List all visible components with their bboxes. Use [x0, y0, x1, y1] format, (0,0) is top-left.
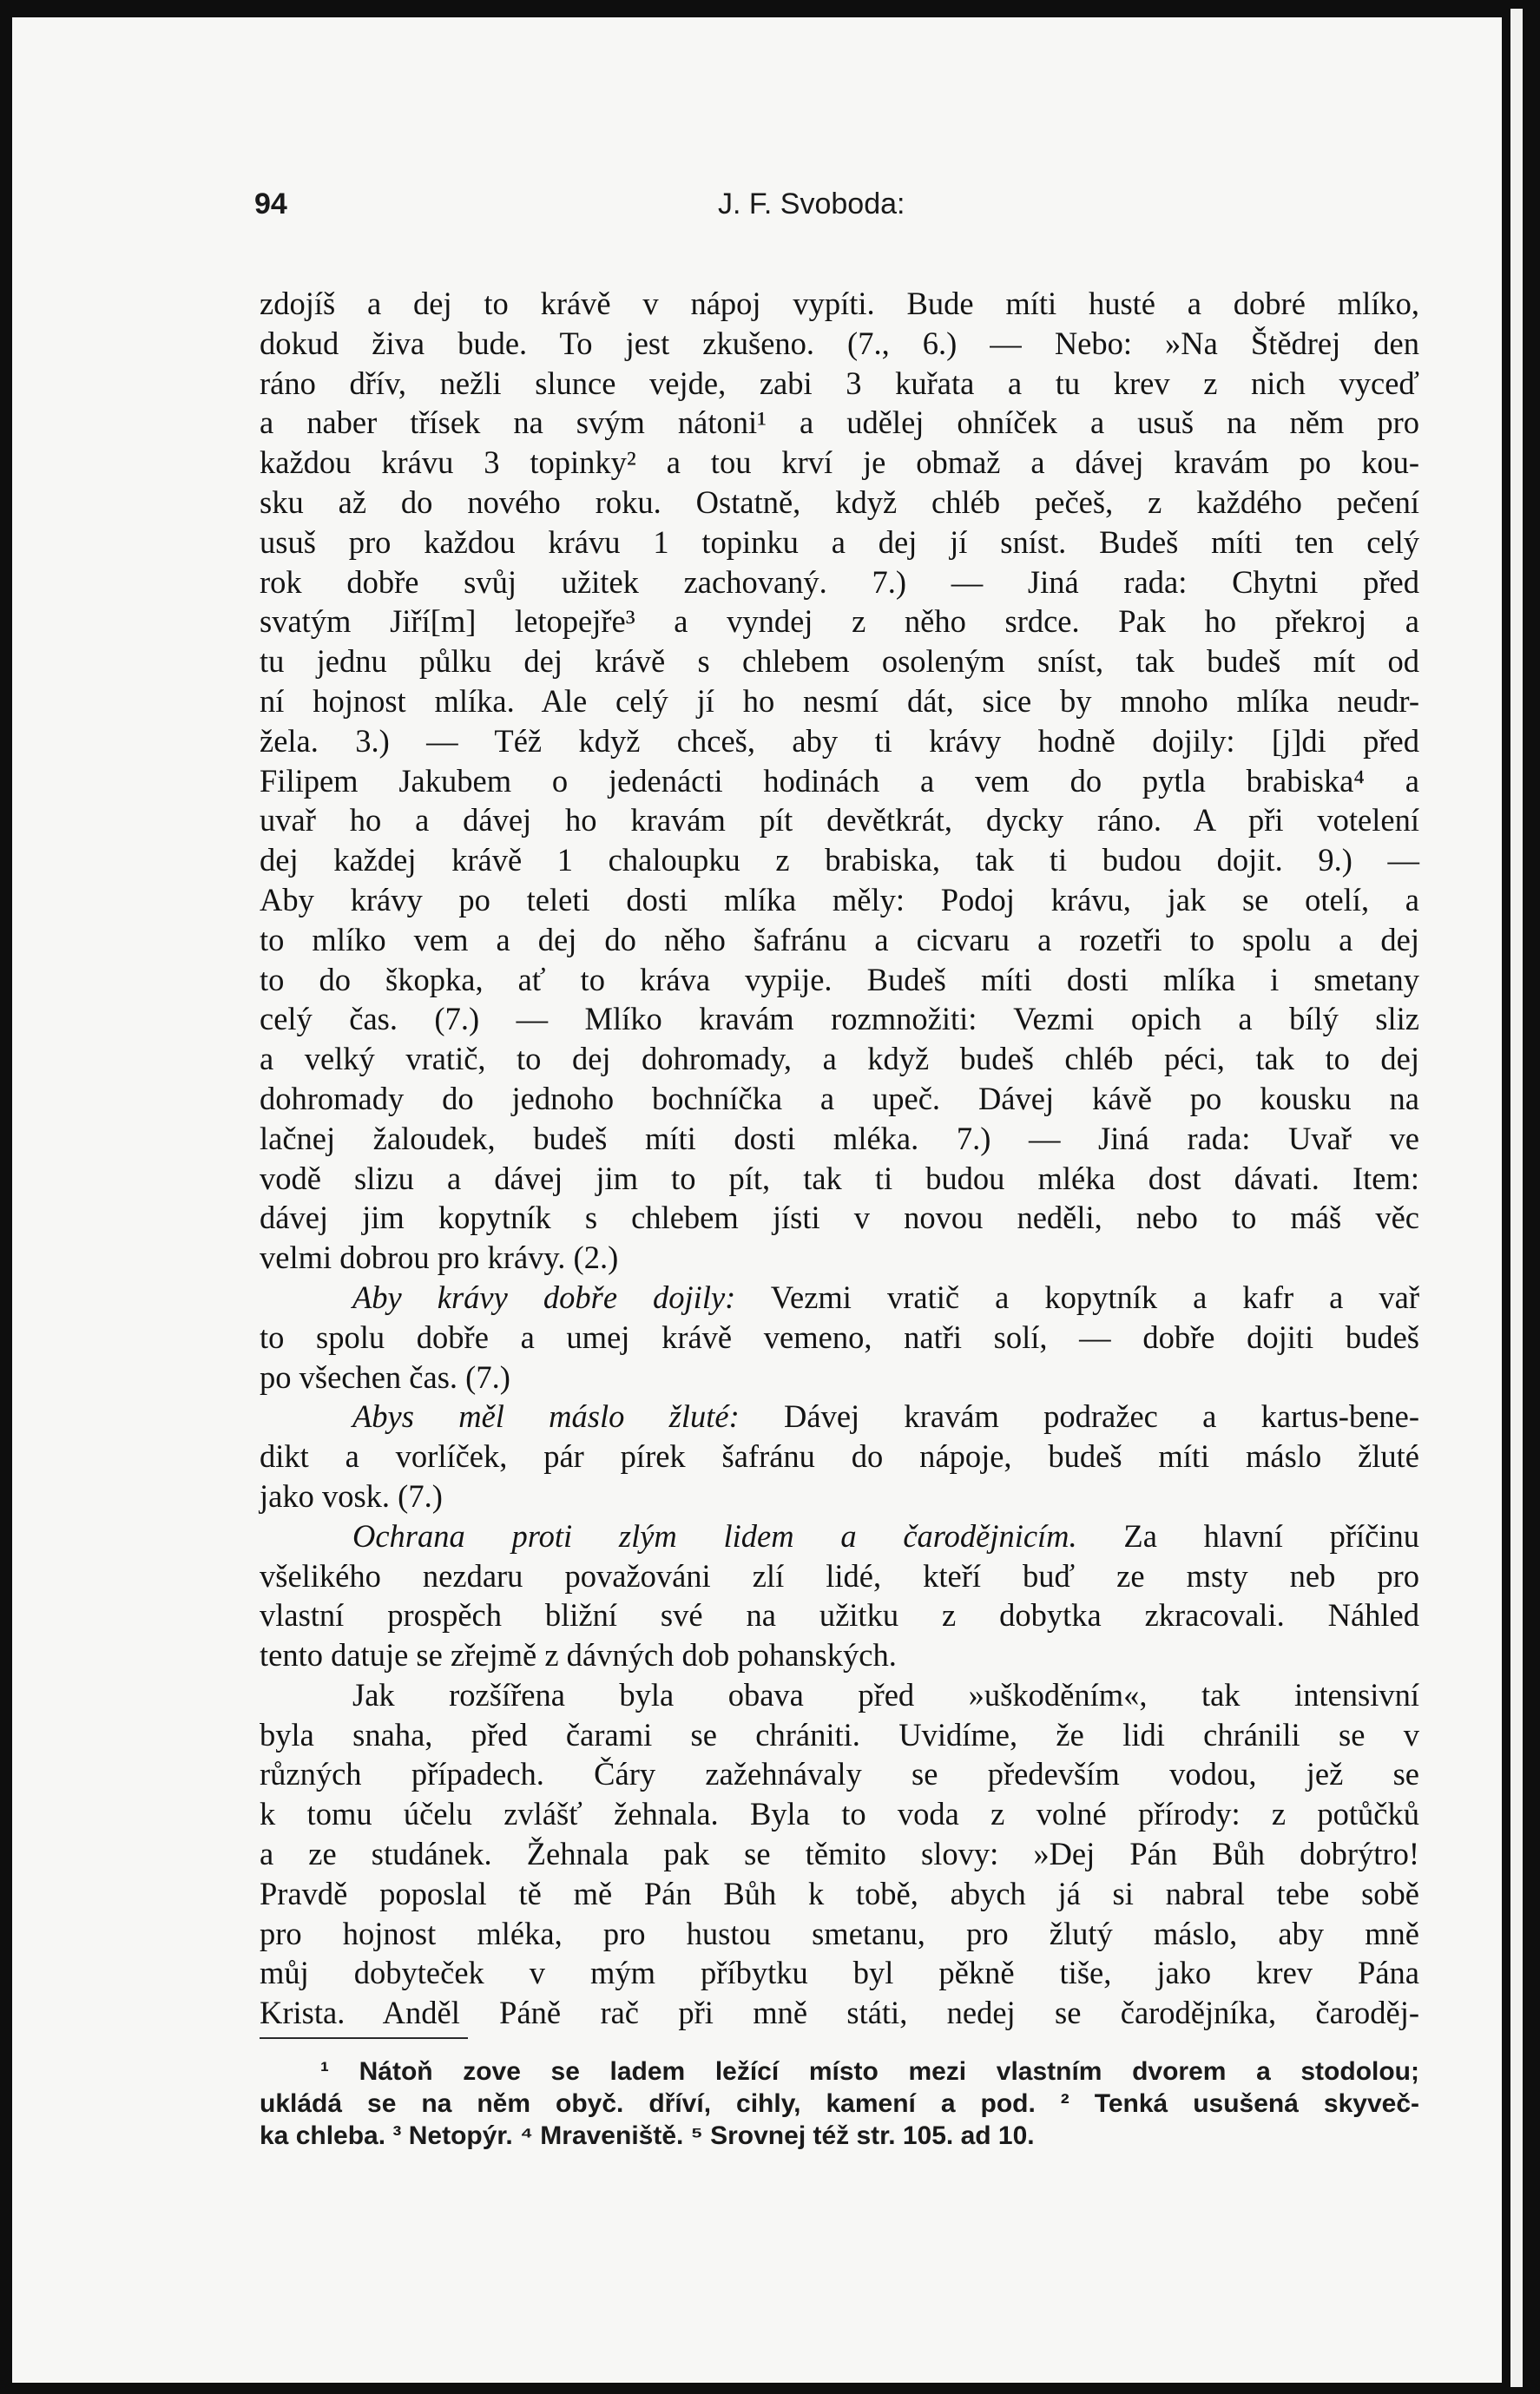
text-line: každou krávu 3 topinky² a tou krví je obmaž a dávej kravám po kou-	[260, 444, 1419, 481]
text-line: a velký vratič, to dej dohromady, a když budeš chléb péci, tak to dej	[260, 1041, 1419, 1077]
footnote-line: ukládá se na něm obyč. dříví, cihly, kamení a pod. ² Tenká usušená skyveč-	[260, 2089, 1419, 2118]
section-heading: Aby krávy dobře dojily:	[352, 1279, 736, 1315]
text-line: to mlíko vem a dej do něho šafránu a cicvaru a rozetři to spolu a dej	[260, 921, 1419, 957]
text-line: pro hojnost mléka, pro hustou smetanu, pro žlutý máslo, aby mně	[260, 1915, 1419, 1951]
text-line: dikt a vorlíček, pár pírek šafránu do nápoje, budeš míti máslo žluté	[260, 1438, 1419, 1475]
text-line: Aby krávy po teleti dosti mlíka měly: Podoj krávu, jak se otelí, a	[260, 881, 1419, 917]
paragraph-4	[260, 1516, 1419, 1556]
text-line: velmi dobrou pro krávy. (2.)	[260, 1240, 619, 1276]
text-line: Krista. Anděl Páně rač při mně státi, nedej se čarodějníka, čaroděj-	[260, 1995, 1419, 2031]
text-line: lačnej žaloudek, budeš míti dosti mléka. 7.) — Jiná rada: Uvař ve	[260, 1120, 1419, 1156]
text-run: Vezmi vratič a kopytník a kafr a vař	[735, 1279, 1419, 1315]
text-run: Dávej kravám podražec a kartus-bene-	[739, 1398, 1419, 1435]
text-line: to spolu dobře a umej krávě vemeno, natři solí, — dobře dojiti budeš	[260, 1319, 1419, 1355]
body-text	[260, 284, 1419, 2033]
text-line: byla snaha, před čarami se chrániti. Uvidíme, že lidi chránili se v	[260, 1716, 1419, 1753]
next-page-edge	[1510, 9, 1523, 2387]
text-line: vodě slizu a dávej jim to pít, tak ti budou mléka dost dávati. Item:	[260, 1160, 1419, 1196]
text-line: Filipem Jakubem o jedenácti hodinách a vem do pytla brabiska⁴ a	[260, 762, 1419, 799]
footnote-divider	[260, 2037, 468, 2039]
page-number: 94	[254, 187, 287, 220]
text-line: celý čas. (7.) — Mlíko kravám rozmnožiti: Vezmi opich a bílý sliz	[260, 1001, 1419, 1037]
section-heading: Abys měl máslo žluté:	[352, 1398, 740, 1435]
text-line: zdojíš a dej to krávě v nápoj vypíti. Bude míti husté a dobré mlíko,	[260, 286, 1419, 321]
text-line: usuš pro každou krávu 1 topinku a dej jí sníst. Budeš míti ten celý	[260, 523, 1419, 560]
text-line: svatým Jiří[m] letopejře³ a vyndej z něho srdce. Pak ho překroj a	[260, 603, 1419, 640]
text-line: ráno dřív, nežli slunce vejde, zabi 3 kuřata a tu krev z nich vyceď	[260, 365, 1419, 401]
paragraph-3-cont	[260, 1437, 1419, 1516]
footnote-line: ¹ Nátoň zove se ladem ležící místo mezi vlastním dvorem a stodolou;	[320, 2057, 1419, 2086]
text-line: všelikého nezdaru považováni zlí lidé, kteří buď ze msty neb pro	[260, 1557, 1419, 1594]
text-line: to do škopka, ať to kráva vypije. Budeš míti dosti mlíka i smetany	[260, 961, 1419, 997]
text-line: můj dobyteček v mým příbytku byl pěkně tiše, jako krev Pána	[260, 1955, 1419, 1991]
text-line: sku až do nového roku. Ostatně, když chléb pečeš, z každého pečení	[260, 483, 1419, 520]
text-line: tento datuje se zřejmě z dávných dob pohanských.	[260, 1637, 897, 1674]
text-line: různých případech. Čáry zažehnávaly se především vodou, jež se	[260, 1756, 1419, 1792]
text-line: a ze studánek. Žehnala pak se těmito slovy: »Dej Pán Bůh dobrýtro!	[260, 1836, 1419, 1872]
paragraph-5	[260, 1675, 1419, 1715]
text-run: Za hlavní příčinu	[1076, 1517, 1419, 1554]
text-line: dokud živa bude. To jest zkušeno. (7., 6.) — Nebo: »Na Štědrej den	[260, 325, 1419, 361]
text-line: dej každej krávě 1 chaloupku z brabiska, tak ti budou dojit. 9.) —	[260, 842, 1419, 878]
text-line: tu jednu půlku dej krávě s chlebem osoleným sníst, tak budeš mít od	[260, 643, 1419, 680]
paragraph-1	[260, 284, 1419, 1278]
text-line	[260, 1397, 1419, 1437]
text-line: a naber třísek na svým nátoni¹ a udělej ohníček a usuš na něm pro	[260, 404, 1419, 441]
text-line: dávej jim kopytník s chlebem jísti v novou neděli, nebo to máš věc	[260, 1200, 1419, 1236]
text-line	[260, 1516, 1419, 1556]
page-header	[254, 187, 1418, 231]
text-line: ní hojnost mlíka. Ale celý jí ho nesmí dát, sice by mnoho mlíka neudr-	[260, 682, 1419, 719]
text-line: rok dobře svůj užitek zachovaný. 7.) — Jiná rada: Chytni před	[260, 563, 1419, 600]
text-line: žela. 3.) — Též když chceš, aby ti krávy hodně dojily: [j]di před	[260, 722, 1419, 759]
paragraph-2-cont	[260, 1318, 1419, 1398]
text-line: po všechen čas. (7.)	[260, 1358, 510, 1395]
section-heading: Ochrana proti zlým lidem a čarodějnicím.	[352, 1517, 1077, 1554]
footnote-line: ka chleba. ³ Netopýr. ⁴ Mraveniště. ⁵ Srovnej též str. 105. ad 10.	[260, 2121, 1035, 2150]
text-line: jako vosk. (7.)	[260, 1477, 443, 1514]
paragraph-2	[260, 1278, 1419, 1318]
text-line: vlastní prospěch bližní své na užitku z dobytka zkracovali. Náhled	[260, 1597, 1419, 1634]
text-line: Jak rozšířena byla obava před »uškoděním«, tak intensivní	[352, 1676, 1419, 1713]
footnotes	[260, 2055, 1419, 2152]
paragraph-4-cont	[260, 1556, 1419, 1675]
paragraph-3	[260, 1397, 1419, 1437]
text-line	[260, 1278, 1419, 1318]
text-line: uvař ho a dávej ho kravám pít devětkrát, dycky ráno. A při votelení	[260, 802, 1419, 839]
text-line: dohromady do jednoho bochníčka a upeč. Dávej kávě po kousku na	[260, 1080, 1419, 1116]
running-title: J. F. Svoboda:	[718, 187, 905, 220]
paragraph-5-cont	[260, 1715, 1419, 2033]
text-line: k tomu účelu zvlášť žehnala. Byla to voda z volné přírody: z potůčků	[260, 1796, 1419, 1832]
text-line: Pravdě poposlal tě mě Pán Bůh k tobě, abych já si nabral tebe sobě	[260, 1875, 1419, 1911]
